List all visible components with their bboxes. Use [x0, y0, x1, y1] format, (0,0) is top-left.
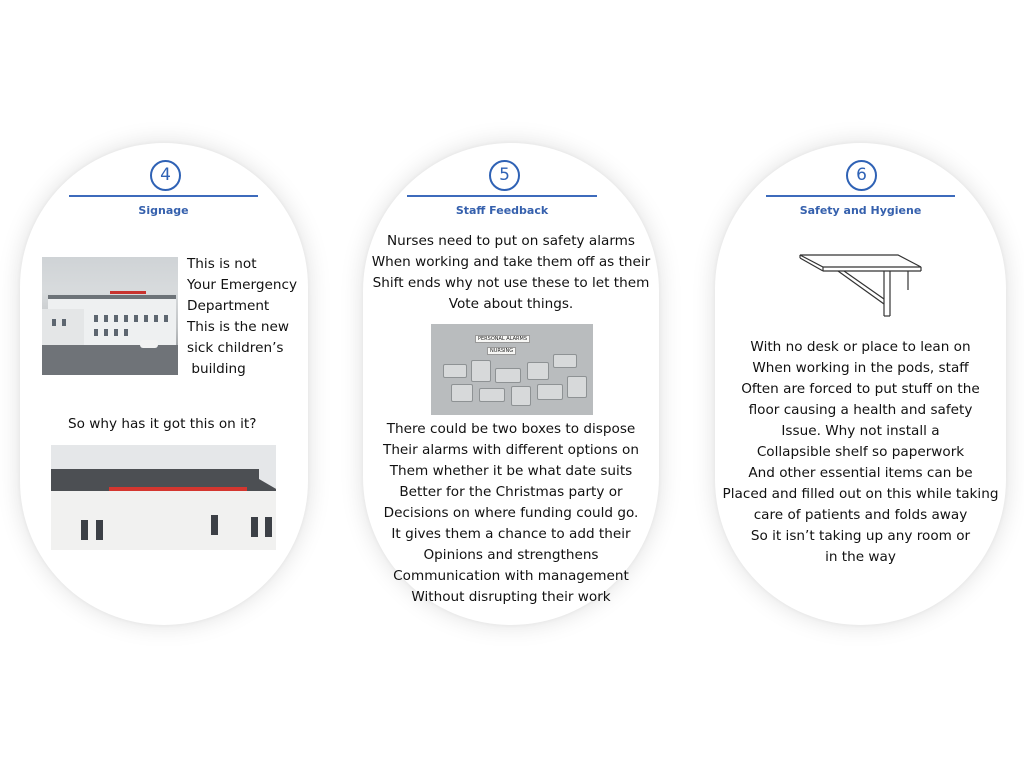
card-title: Signage	[138, 204, 189, 217]
alarm-box-label: PERSONAL ALARMS	[475, 335, 530, 343]
safety-hygiene-body: With no desk or place to lean on When working in the pods, staff Often are forced to put stuff on the floor causing a health and safety Issue. Why not install a Collapsible shelf so paperwork And other essential items can be Placed and filled out on this while taking care of patients and folds away So it isn’t taking up any room or in the way	[722, 339, 999, 565]
step-number-badge: 4	[150, 160, 181, 191]
step-number-badge: 6	[846, 160, 877, 191]
staff-feedback-intro: Nurses need to put on safety alarms When working and take them off as their Shift ends why not use these to let them Vote about things.	[371, 233, 651, 312]
personal-alarms-photo	[431, 324, 593, 415]
step-number-badge: 5	[489, 160, 520, 191]
alarm-box-label: NURSING	[487, 347, 516, 355]
card-title: Safety and Hygiene	[799, 204, 922, 217]
title-divider	[407, 195, 597, 197]
collapsible-shelf-drawing	[798, 250, 924, 320]
signage-side-text: This is not Your Emergency Department This is the new sick children’s building	[187, 256, 298, 377]
hospital-building-photo	[42, 257, 178, 375]
title-divider	[766, 195, 955, 197]
card-title: Staff Feedback	[455, 204, 549, 217]
title-divider	[69, 195, 258, 197]
staff-feedback-body: There could be two boxes to dispose Their alarms with different options on Them whether it be what date suits Better for the Christmas party or Decisions on where funding could go. It gives them a chance to add their Opinions and strengthens Communication with management Without disrupting their work	[383, 421, 639, 605]
building-sign-photo	[51, 445, 276, 550]
signage-question: So why has it got this on it?	[68, 416, 257, 432]
